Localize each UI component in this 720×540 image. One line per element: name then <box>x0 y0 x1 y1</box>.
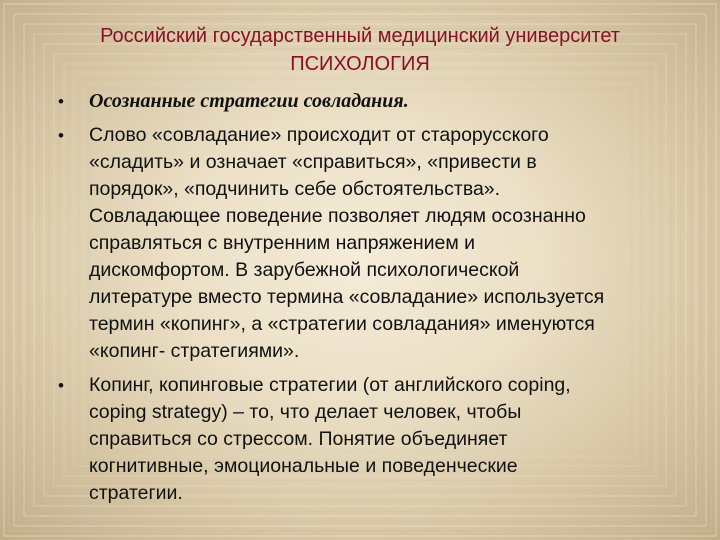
bullet-line: coping strategy) – то, что делает человек, чтобы <box>89 401 522 423</box>
bullet-line: термин «копинг», а «стратегии совладания» именуются <box>89 313 595 335</box>
bullet-line: справиться со стрессом. Понятие объединяет <box>89 428 508 450</box>
bullet-line: стратегии. <box>89 482 183 504</box>
bullet-item-1 <box>58 88 678 115</box>
bullet-line: порядок», «подчинить себе обстоятельства». <box>89 178 501 200</box>
bullet-item-2 <box>58 122 678 365</box>
bullet-line: дискомфортом. В зарубежной психологической <box>89 259 520 281</box>
subject-name: ПСИХОЛОГИЯ <box>290 53 430 75</box>
bullet-line: «копинг- стратегиями». <box>89 340 300 362</box>
bullet-line: Совладающее поведение позволяет людям осознанно <box>89 205 586 227</box>
bullet-line: Копинг, копинговые стратегии (от английского coping, <box>89 374 571 396</box>
bullet-marker: • <box>58 376 64 395</box>
bullet-line: Слово «совладание» происходит от старорусского <box>89 124 549 146</box>
bullet-list <box>58 88 678 514</box>
bullet-line: литературе вместо термина «совладание» используется <box>89 286 605 308</box>
bullet-heading: Осознанные стратегии совладания. <box>89 90 409 112</box>
bullet-line: когнитивные, эмоциональные и поведенческие <box>89 455 518 477</box>
bullet-line: «сладить» и означает «справиться», «привести в <box>89 151 537 173</box>
slide-title <box>30 22 690 78</box>
bullet-line: справляться с внутренним напряжением и <box>89 232 476 254</box>
university-name: Российский государственный медицинский университет <box>100 25 620 47</box>
bullet-item-3 <box>58 372 678 507</box>
bullet-marker: • <box>58 92 64 111</box>
bullet-marker: • <box>58 126 64 145</box>
